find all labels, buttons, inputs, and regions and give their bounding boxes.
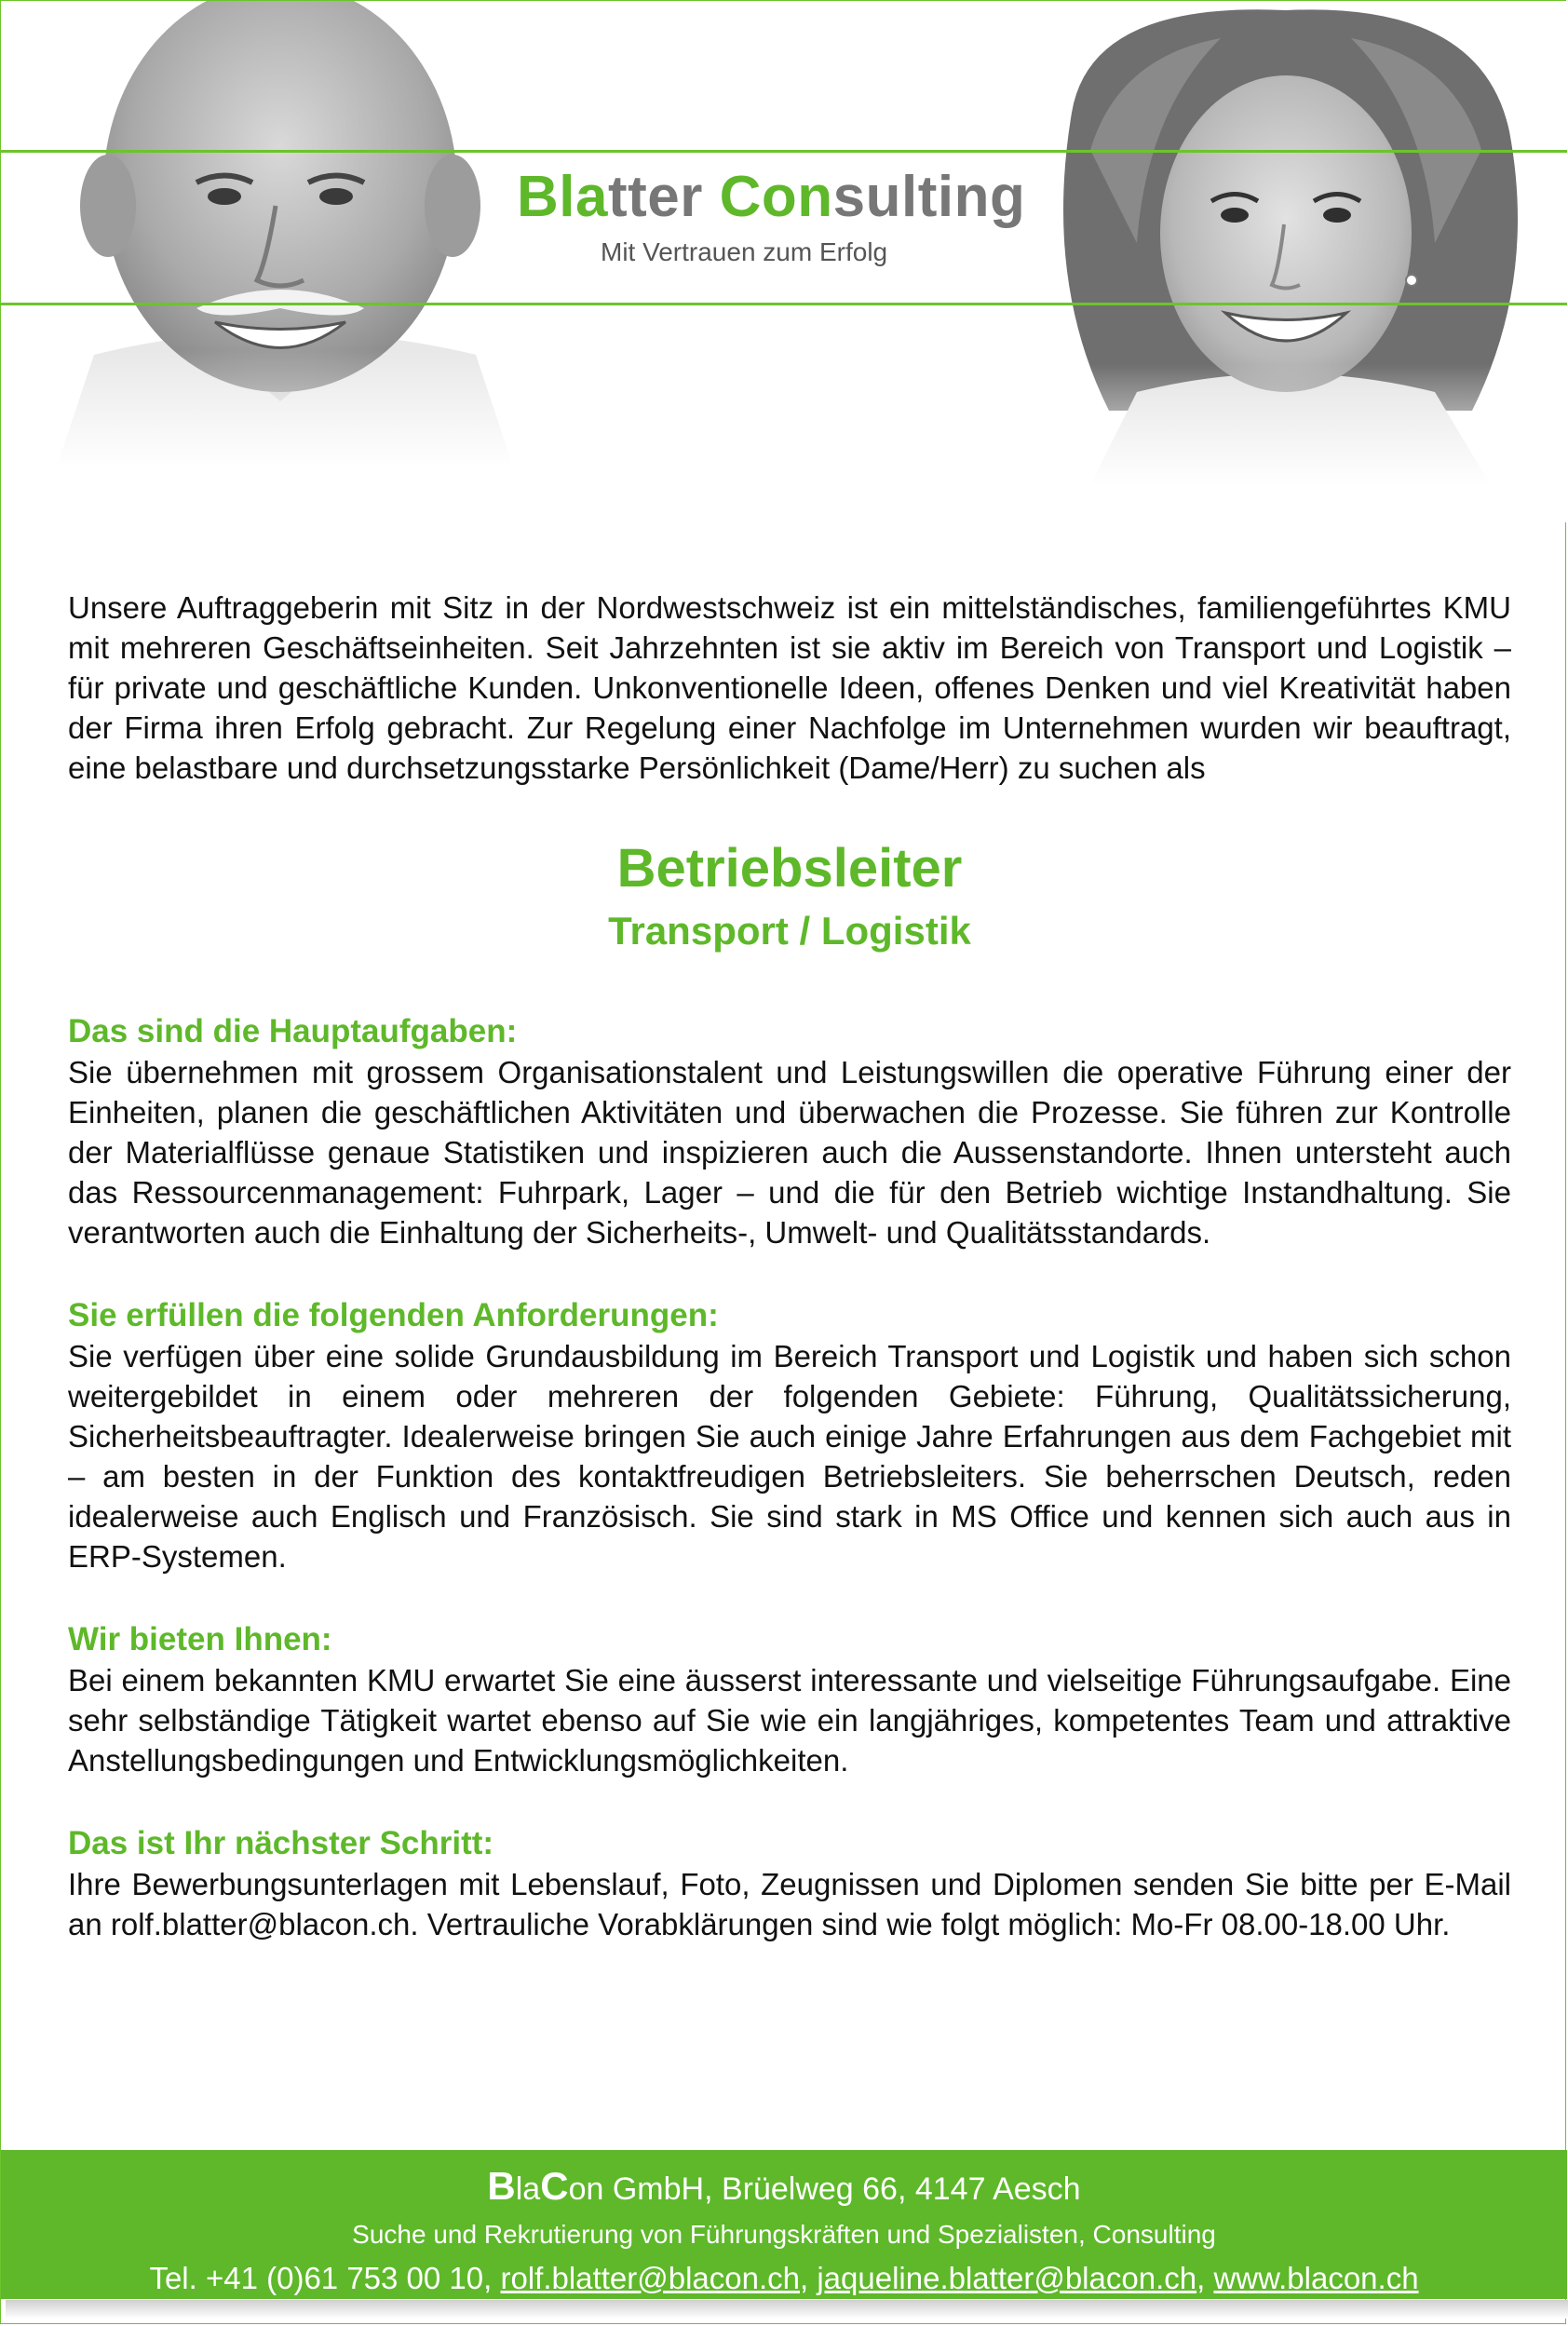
intro-paragraph: Unsere Auftraggeberin mit Sitz in der Nordwestschweiz ist ein mittelständisches, familiengeführtes KMU mit mehreren Geschäftseinheiten. Seit Jahrzehnten ist sie aktiv im Bereich von Transport und Logistik – für private und geschäftliche Kunden. Unkonventionelle Ideen, offenes Denken und viel Kreativität haben der Firma ihren Erfolg gebracht. Zur Regelung einer Nachfolge im Unternehmen wurden wir beauftragt, eine belastbare und durchsetzungsstarke Persönlichkeit (Dame/Herr) zu suchen als	[68, 590, 1511, 785]
header-rule-bottom	[1, 303, 1567, 305]
header-banner	[1, 1, 1567, 522]
section-text: Ihre Bewerbungsunterlagen mit Lebenslauf, Foto, Zeugnissen und Diplomen senden Sie bitte per E-Mail an rolf.blatter@blacon.ch. Vertrauliche Vorabklärungen sind wie folgt möglich: Mo-Fr 08.00-18.00 Uhr.	[68, 1867, 1511, 1941]
logo-wordmark: Blatter Consulting	[517, 165, 1026, 229]
section-heading: Das ist Ihr nächster Schritt:	[68, 1825, 494, 1861]
section-heading: Das sind die Hauptaufgaben:	[68, 1013, 518, 1049]
company-logo	[517, 165, 1038, 267]
section-heading: Sie erfüllen die folgenden Anforderungen:	[68, 1297, 719, 1333]
job-title-block	[68, 836, 1511, 957]
section-requirements	[68, 1295, 1511, 1576]
section-heading: Wir bieten Ihnen:	[68, 1621, 332, 1657]
footer-contact: Tel. +41 (0)61 753 00 10, rolf.blatter@blacon.ch, jaqueline.blatter@blacon.ch, www.blacon.ch	[149, 2261, 1419, 2295]
email-link-jaqueline[interactable]: jaqueline.blatter@blacon.ch	[817, 2261, 1197, 2295]
website-link[interactable]: www.blacon.ch	[1213, 2261, 1419, 2295]
section-next-step	[68, 1823, 1511, 1944]
job-title: Betriebsleiter	[616, 838, 963, 899]
footer-services: Suche und Rekrutierung von Führungskräften und Spezialisten, Consulting	[352, 2220, 1216, 2249]
portrait-man-photo	[38, 1, 522, 467]
section-offer	[68, 1619, 1511, 1780]
footer-bar	[1, 2150, 1567, 2299]
email-link-rolf[interactable]: rolf.blatter@blacon.ch	[500, 2261, 800, 2295]
section-main-tasks	[68, 1011, 1511, 1252]
job-subtitle: Transport / Logistik	[608, 909, 971, 953]
logo-tagline: Mit Vertrauen zum Erfolg	[601, 237, 888, 266]
ad-content	[68, 588, 1511, 1987]
section-text: Sie übernehmen mit grossem Organisationstalent und Leistungswillen die operative Führung einer der Einheiten, planen die geschäftlichen Aktivitäten und überwachen die Prozesse. Sie führen zur Kontrolle der Materialflüsse genaue Statistiken und inspizieren auch die Aussenstandorte. Ihnen untersteht auch das Ressourcenmanagement: Fuhrpark, Lager – und die für den Betrieb wichtige Instandhaltung. Sie verantworten auch die Einhaltung der Sicherheits-, Umwelt- und Qualitätsstandards.	[68, 1055, 1511, 1250]
footer-phone: Tel. +41 (0)61 753 00 10,	[149, 2261, 501, 2295]
portrait-woman-photo	[1034, 1, 1537, 485]
footer-company-address: BlaCon GmbH, Brüelweg 66, 4147 Aesch	[487, 2164, 1081, 2208]
section-text: Bei einem bekannten KMU erwartet Sie eine äusserst interessante und vielseitige Führungsaufgabe. Eine sehr selbständige Tätigkeit wartet ebenso auf Sie wie ein langjähriges, kompetentes Team und attraktive Anstellungsbedingungen und Entwicklungsmöglichkeiten.	[68, 1663, 1511, 1778]
header-rule-top	[1, 150, 1567, 153]
section-text: Sie verfügen über eine solide Grundausbildung im Bereich Transport und Logistik und haben sich schon weitergebildet in einem oder mehreren der folgenden Gebiete: Führung, Qualitätssicherung, Sicherheitsbeauftragter. Idealerweise bringen Sie auch einige Jahre Erfahrungen aus dem Fachgebiet mit – am besten in der Funktion des kontaktfreudigen Betriebsleiters. Sie beherrschen Deutsch, reden idealerweise auch Englisch und Französisch. Sie sind stark in MS Office und kennen sich auch aus in ERP-Systemen.	[68, 1339, 1511, 1574]
page-shadow	[6, 2300, 1568, 2319]
